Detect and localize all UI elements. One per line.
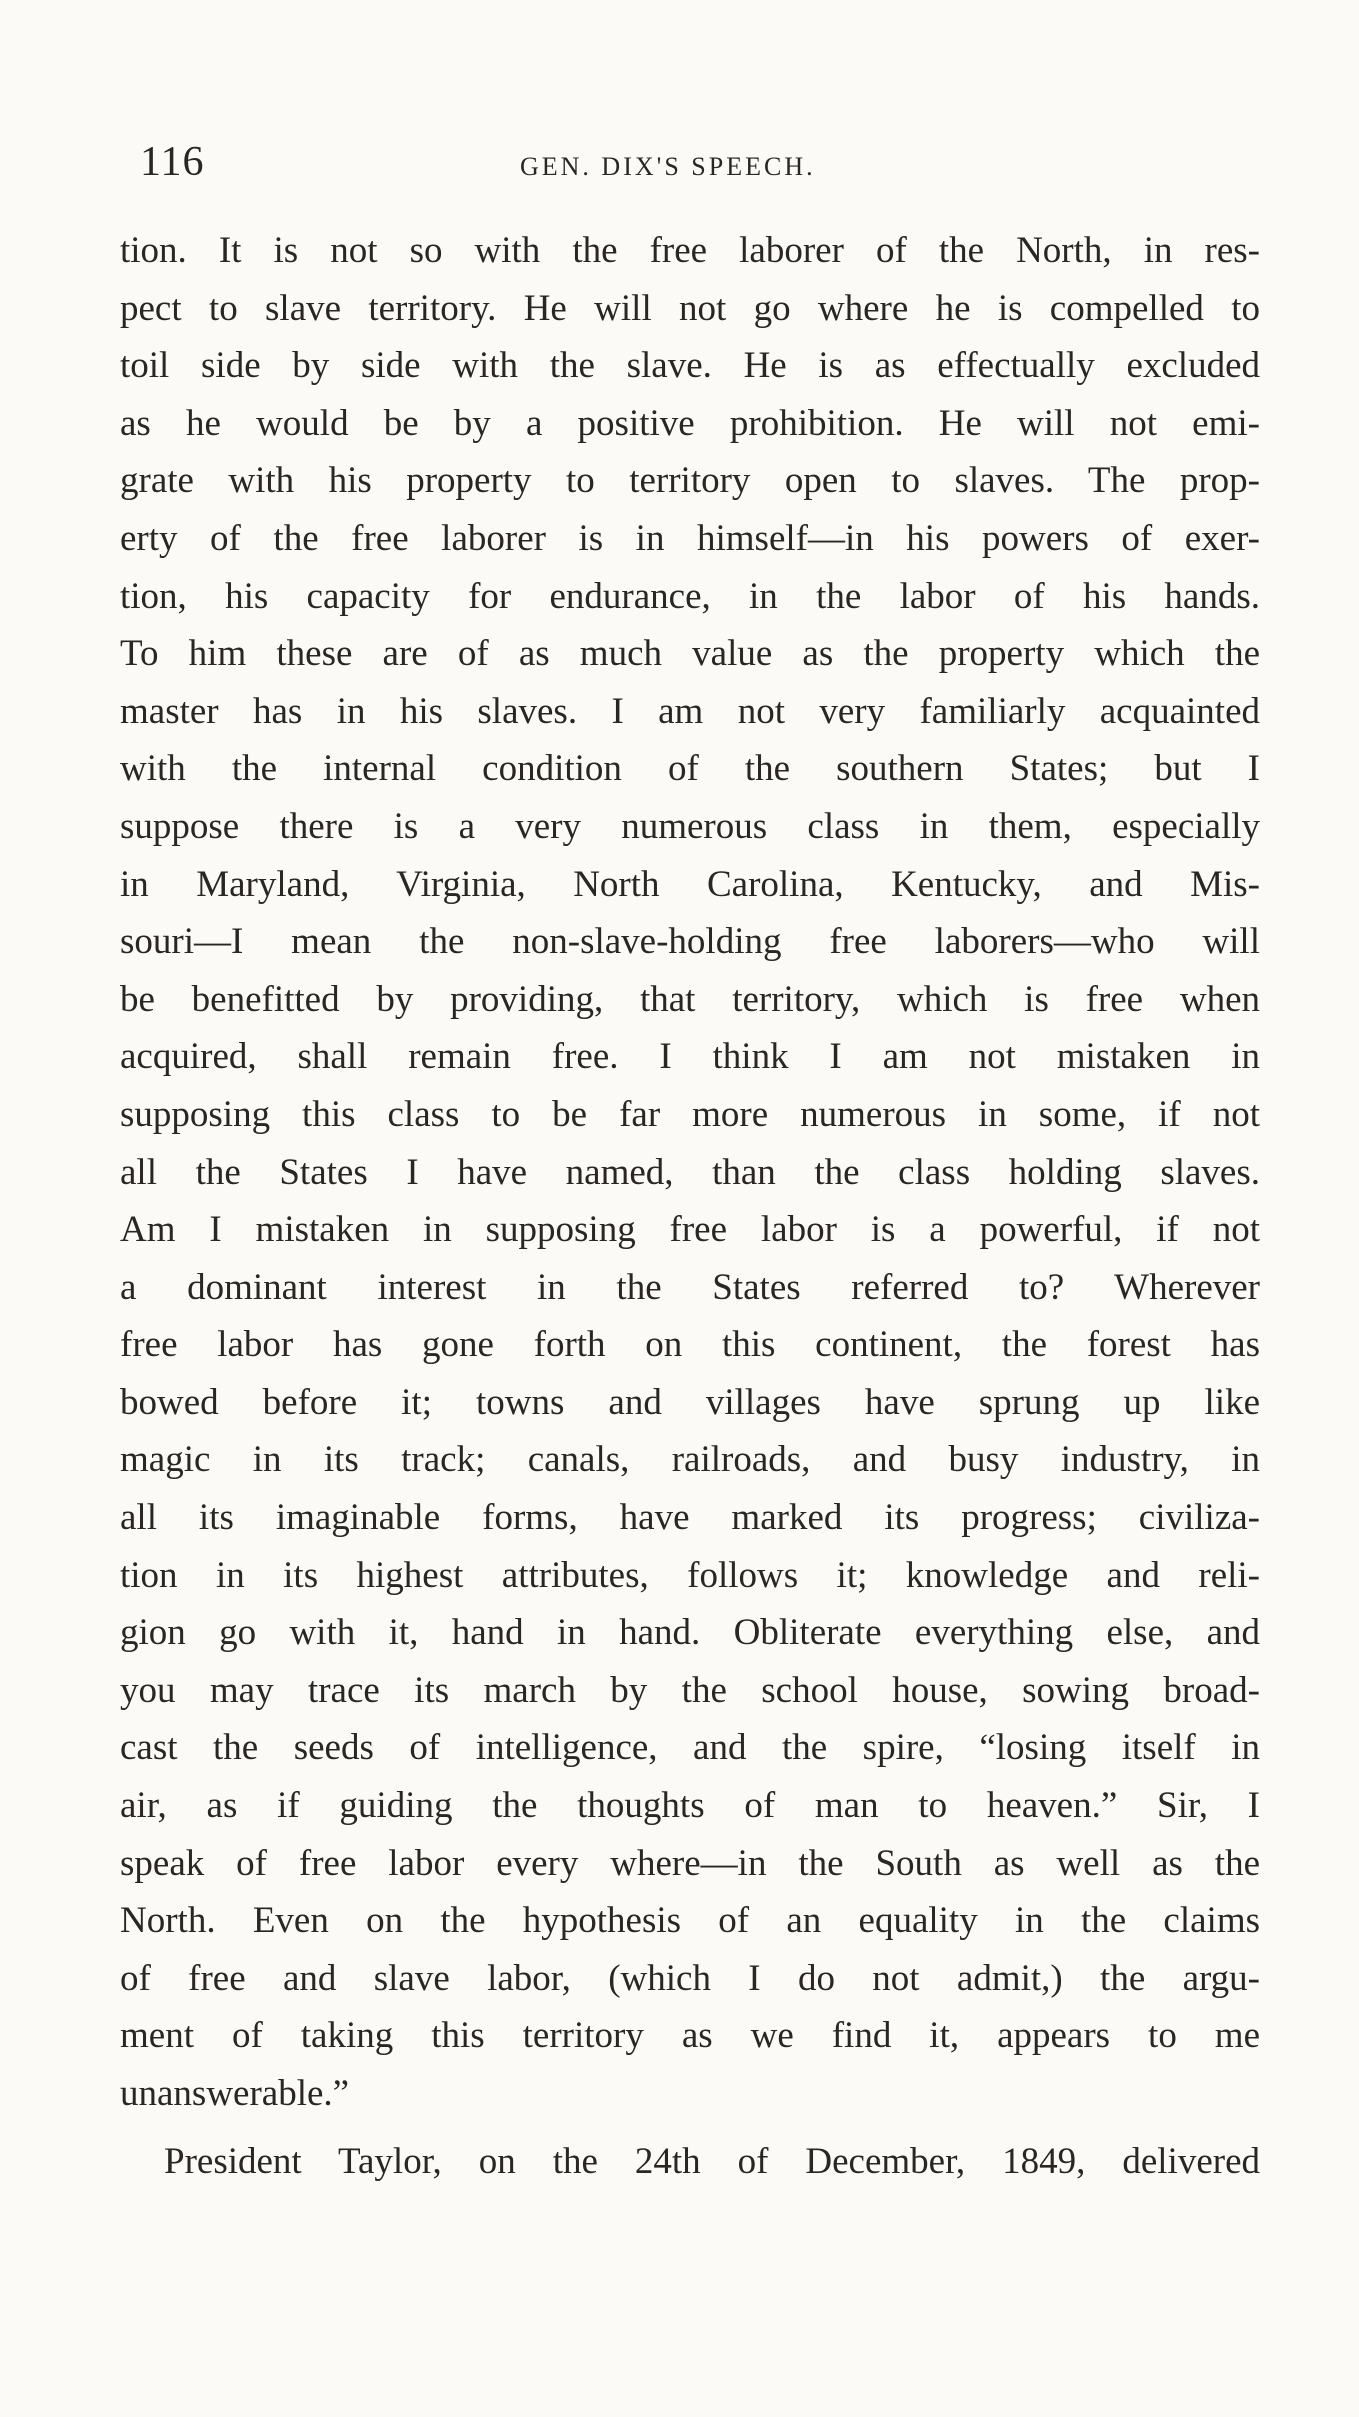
text-line: cast the seeds of intelligence, and the spire, “losing itself in (120, 1727, 1260, 1769)
text-line: a dominant interest in the States referred to? Wherever (120, 1266, 1260, 1308)
text-line: in Maryland, Virginia, North Carolina, Kentucky, and Mis- (120, 863, 1260, 905)
paragraph-gap (120, 2123, 1260, 2133)
body-text (120, 222, 1260, 2190)
text-line: all the States I have named, than the class holding slaves. (120, 1151, 1260, 1193)
text-line: with the internal condition of the southern States; but I (120, 748, 1260, 790)
paragraph (120, 222, 1260, 2123)
text-line: bowed before it; towns and villages have sprung up like (120, 1381, 1260, 1423)
text-line: toil side by side with the slave. He is as effectually excluded (120, 345, 1260, 387)
page-number: 116 (140, 139, 205, 185)
text-line: acquired, shall remain free. I think I am not mistaken in (120, 1036, 1260, 1078)
text-line: grate with his property to territory open to slaves. The prop- (120, 460, 1260, 502)
text-line: speak of free labor every where—in the South as well as the (120, 1842, 1260, 1884)
text-line: of free and slave labor, (which I do not admit,) the argu- (120, 1957, 1260, 1999)
text-line: tion. It is not so with the free laborer of the North, in res- (120, 230, 1260, 271)
text-line: gion go with it, hand in hand. Obliterate everything else, and (120, 1612, 1260, 1654)
text-line: unanswerable.” (120, 2073, 350, 2114)
text-line: To him these are of as much value as the property which the (120, 633, 1260, 675)
text-line: supposing this class to be far more numerous in some, if not (120, 1093, 1260, 1135)
text-line: air, as if guiding the thoughts of man to heaven.” Sir, I (120, 1785, 1260, 1827)
text-line: pect to slave territory. He will not go where he is compelled to (120, 287, 1260, 329)
text-line: erty of the free laborer is in himself—in his powers of exer- (120, 517, 1260, 559)
text-line: souri—I mean the non-slave-holding free laborers—who will (120, 921, 1260, 963)
text-line: North. Even on the hypothesis of an equality in the claims (120, 1900, 1260, 1942)
text-line: all its imaginable forms, have marked its progress; civiliza- (120, 1497, 1260, 1539)
text-line: you may trace its march by the school house, sowing broad- (120, 1669, 1260, 1711)
text-line: free labor has gone forth on this continent, the forest has (120, 1324, 1260, 1366)
text-line: tion in its highest attributes, follows it; knowledge and reli- (120, 1554, 1260, 1596)
text-line: tion, his capacity for endurance, in the labor of his hands. (120, 575, 1260, 617)
text-line: suppose there is a very numerous class in them, especially (120, 805, 1260, 847)
text-line: ment of taking this territory as we find it, appears to me (120, 2015, 1260, 2057)
text-line: President Taylor, on the 24th of December, 1849, delivered (164, 2140, 1260, 2182)
paragraph (120, 2133, 1260, 2191)
text-line: Am I mistaken in supposing free labor is a powerful, if not (120, 1209, 1260, 1251)
text-line: as he would be by a positive prohibition. He will not emi- (120, 402, 1260, 444)
running-head: GEN. DIX'S SPEECH. (520, 152, 816, 181)
text-line: be benefitted by providing, that territory, which is free when (120, 978, 1260, 1020)
page-header (140, 138, 1280, 198)
text-line: magic in its track; canals, railroads, and busy industry, in (120, 1439, 1260, 1481)
text-line: master has in his slaves. I am not very familiarly acquainted (120, 690, 1260, 732)
